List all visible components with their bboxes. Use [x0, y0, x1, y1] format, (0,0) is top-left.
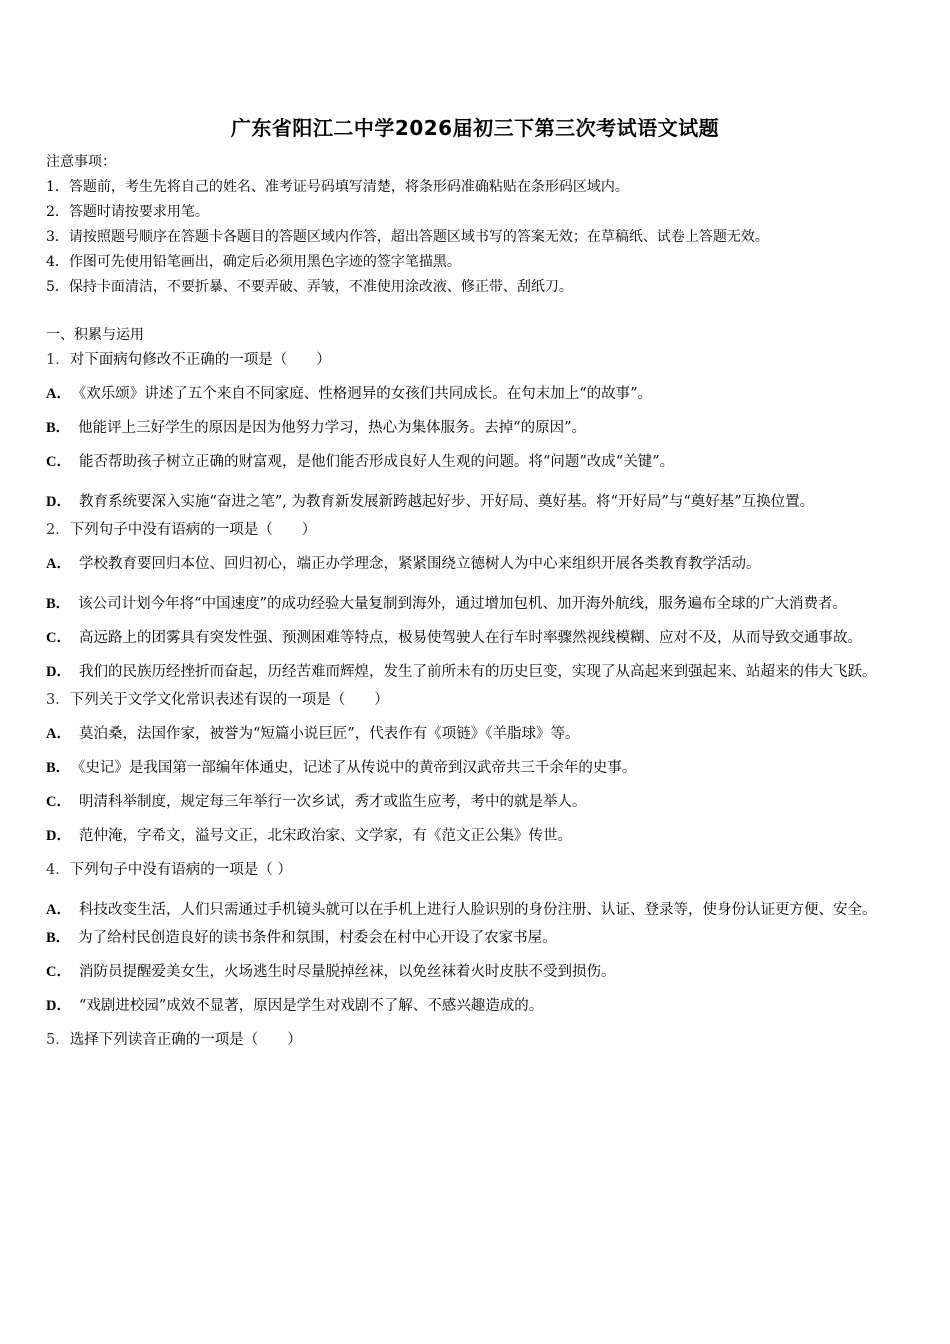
option-text: 科技改变生活，人们只需通过手机镜头就可以在手机上进行人脸识别的身份注册、认证、登录等，使身份认证更方便、安全。: [78, 902, 877, 918]
notice-heading: 注意事项：: [46, 154, 116, 170]
option-letter: D．: [46, 494, 71, 510]
option-text: 莫泊桑，法国作家，被誉为“短篇小说巨匠”，代表作有《项链》《羊脂球》等。: [78, 726, 580, 742]
page-title: 广东省阳江二中学2026届初三下第三次考试语文试题: [230, 116, 720, 140]
option-text: 他能评上三好学生的原因是因为他努力学习，热心为集体服务。去掉“的原因”。: [78, 420, 586, 436]
option-letter: C．: [46, 964, 71, 980]
option-item: [46, 994, 908, 1018]
option-letter: C．: [46, 454, 71, 470]
option-text: 高远路上的团雾具有突发性强、预测困难等特点，极易使驾驶人在行车时率骤然视线模糊、应对不及，从而导致交通事故。: [78, 630, 862, 646]
option-letter: D．: [46, 998, 71, 1014]
questions-area: [46, 348, 908, 1062]
option-letter: B．: [46, 760, 71, 776]
notice-item: 5．保持卡面清洁，不要折暴、不要弄破、弄皱，不准使用涂改液、修正带、刮纸刀。: [46, 279, 573, 295]
question-number: 2．: [46, 522, 70, 538]
question-stem: [46, 858, 908, 882]
option-letter: B．: [46, 420, 71, 436]
option-text: 该公司计划今年将“中国速度”的成功经验大量复制到海外，通过增加包机、加开海外航线，服务遍布全球的广大消费者。: [78, 596, 847, 612]
option-letter: C．: [46, 794, 71, 810]
option-text: 明清科举制度，规定每三年举行一次乡试，秀才或监生应考，考中的就是举人。: [78, 794, 587, 810]
option-letter: A．: [46, 726, 71, 742]
question-text: 选择下列读音正确的一项是（ ）: [69, 1032, 302, 1048]
option-text: 为了给村民创造良好的读书条件和氛围，村委会在村中心开设了农家书屋。: [78, 930, 557, 946]
question-text: 下列句子中没有语病的一项是（ ）: [69, 862, 292, 878]
option-item: [46, 756, 908, 780]
question-text: 下列关于文学文化常识表述有误的一项是（ ）: [69, 692, 389, 708]
option-text: 能否帮助孩子树立正确的财富观，是他们能否形成良好人生观的问题。将“问题”改成“关键”。: [78, 454, 675, 470]
option-item: [46, 586, 908, 623]
question-stem: [46, 348, 908, 372]
option-text: 我们的民族历经挫折而奋起，历经苦难而辉煌，发生了前所未有的历史巨变，实现了从高起来到强起来、站超来的伟大飞跃。: [78, 664, 877, 680]
option-item: [46, 790, 908, 814]
option-letter: B．: [46, 596, 71, 612]
option-item: [46, 552, 908, 576]
option-letter: D．: [46, 828, 71, 844]
notice-item: 2．答题时请按要求用笔。: [46, 204, 209, 220]
option-item: [46, 382, 908, 406]
option-text: 《欢乐颂》讲述了五个来自不同家庭、性格迥异的女孩们共同成长。在句末加上“的故事”。: [78, 386, 653, 402]
question-stem: [46, 518, 908, 542]
option-item: [46, 926, 908, 950]
option-item: [46, 960, 908, 984]
option-item: [46, 450, 908, 474]
option-text: 学校教育要回归本位、回归初心，端正办学理念，紧紧围绕立德树人为中心来组织开展各类教育教学活动。: [78, 556, 761, 572]
option-text: “戏剧进校园”成效不显著，原因是学生对戏剧不了解、不感兴趣造成的。: [78, 998, 544, 1014]
option-text: 范仲淹，字希文，溢号文正，北宋政治家、文学家，有《范文正公集》传世。: [78, 828, 572, 844]
section-heading: 一、积累与运用: [46, 327, 144, 343]
option-item: [46, 722, 908, 746]
option-letter: A．: [46, 902, 71, 918]
option-letter: D．: [46, 664, 71, 680]
question-stem: [46, 1028, 908, 1052]
option-item: [46, 416, 908, 440]
notice-block: [46, 150, 916, 300]
question-number: 3．: [46, 692, 70, 708]
question-text: 对下面病句修改不正确的一项是（ ）: [69, 352, 331, 368]
question-number: 4．: [46, 862, 70, 878]
option-item: [46, 654, 908, 691]
option-letter: A．: [46, 556, 71, 572]
option-text: 《史记》是我国第一部编年体通史，记述了从传说中的黄帝到汉武帝共三千余年的史事。: [78, 760, 637, 776]
notice-item: 1．答题前，考生先将自己的姓名、准考证号码填写清楚，将条形码准确粘贴在条形码区域内。: [46, 179, 629, 195]
option-letter: B．: [46, 930, 71, 946]
option-text: 教育系统要深入实施“奋进之笔”, 为教育新发展新跨越起好步、开好局、奠好基。将“开好局”与“奠好基”互换位置。: [78, 494, 815, 510]
question-text: 下列句子中没有语病的一项是（ ）: [69, 522, 317, 538]
option-item: [46, 892, 908, 929]
option-text: 消防员提醒爱美女生，火场逃生时尽量脱掉丝袜，以免丝袜着火时皮肤不受到损伤。: [78, 964, 616, 980]
question-stem: [46, 688, 908, 712]
question-number: 5．: [46, 1032, 70, 1048]
question-number: 1．: [46, 352, 70, 368]
option-item: [46, 484, 908, 521]
notice-item: 4．作图可先使用铅笔画出，确定后必须用黑色字迹的签字笔描黑。: [46, 254, 461, 270]
option-letter: A．: [46, 386, 71, 402]
option-item: [46, 620, 908, 657]
option-letter: C．: [46, 630, 71, 646]
notice-item: 3．请按照题号顺序在答题卡各题目的答题区域内作答，超出答题区域书写的答案无效；在草稿纸、试卷上答题无效。: [46, 229, 769, 245]
option-item: [46, 824, 908, 848]
